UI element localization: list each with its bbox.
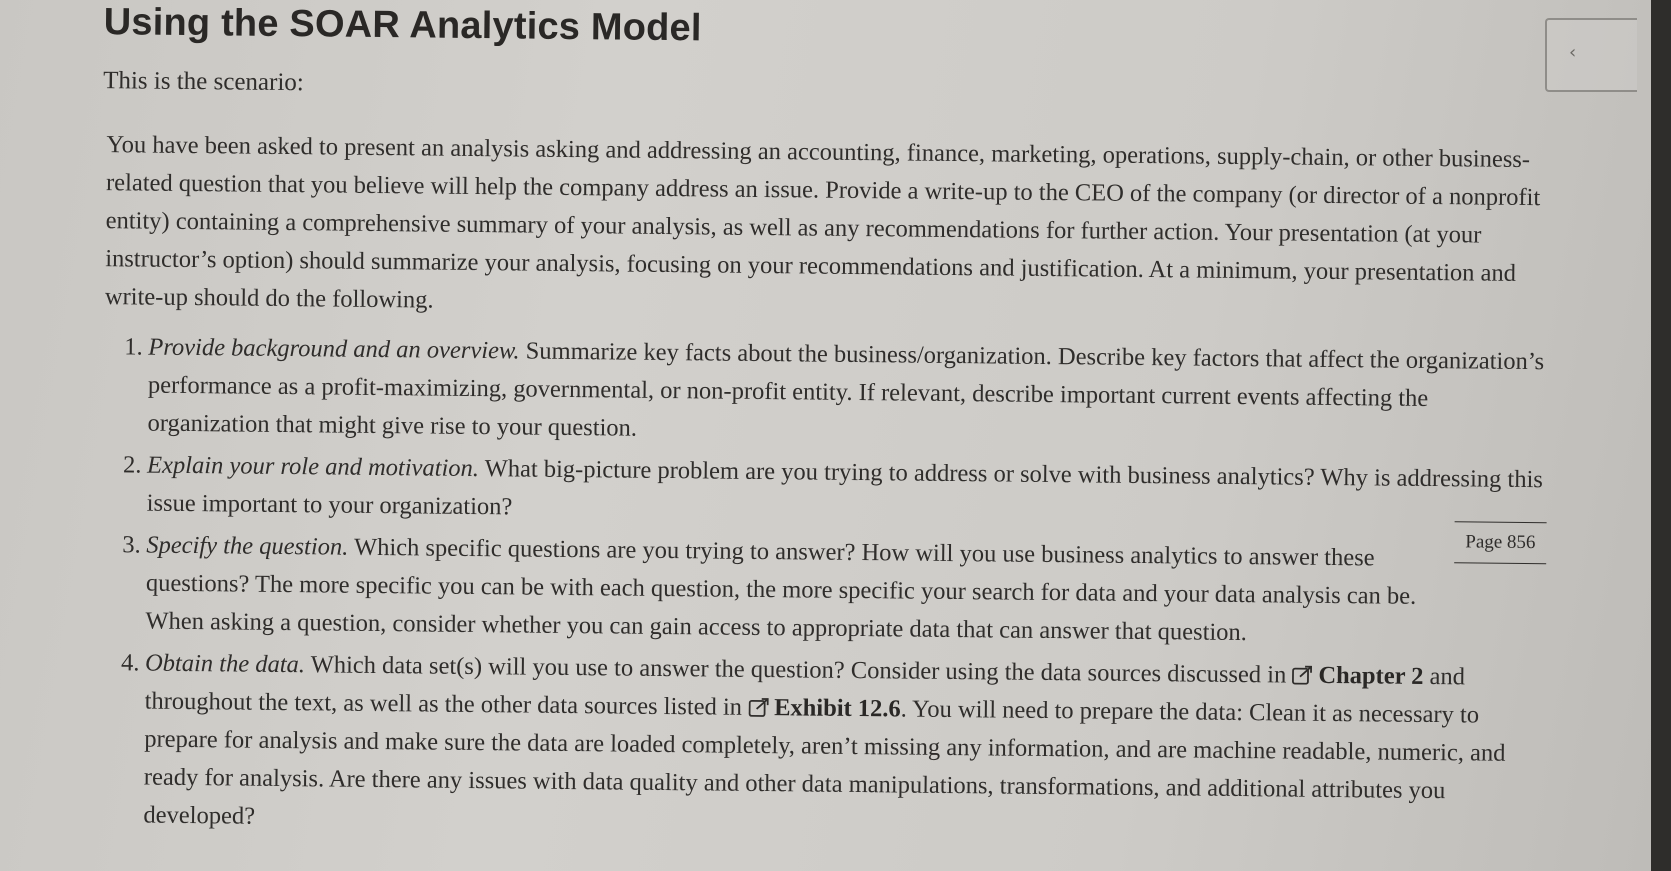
external-link-icon [748, 697, 770, 717]
side-panel-tab[interactable] [1545, 18, 1637, 92]
item-lead: Obtain the data. [144, 649, 306, 679]
item-text: Which specific questions are you trying to answer? How will you use business analytics to answer these questions? The more specific you can be with each question, the more specific your search for data and your data analysis can be. When asking a question, consider whether you can gain access to appropriate data that can answer that question. [145, 533, 1417, 647]
list-item [107, 328, 1548, 457]
item-number: 2. [122, 451, 142, 479]
chapter-2-link-label: Chapter 2 [1318, 661, 1424, 690]
item-text: Which data set(s) will you use to answer the question? Consider using the data sources discussed in [304, 651, 1293, 689]
item-lead: Provide background and an overview. [148, 333, 520, 365]
chevron-left-icon: ‹ [1569, 42, 1577, 63]
scenario-paragraph: You have been asked to present an analysis asking and addressing an accounting, finance, marketing, operations, supply-chain, or other business-related question that you believe will help the company address an issue. Provide a write-up to the CEO of the company (or director of a nonprofit entity) containing a comprehensive summary of your analysis, as well as any recommendations for further action. Your presentation (at your instructor’s option) should summarize your analysis, focusing on your recommendations and justification. At a minimum, your presentation and write-up should do the following. [104, 131, 1541, 314]
item-number: 4. [120, 649, 140, 677]
item-number: 3. [122, 531, 141, 559]
list-item [105, 526, 1546, 655]
exhibit-12-6-link-label: Exhibit 12.6 [774, 694, 901, 723]
item-text: and throughout the text, as well as the other data sources listed in [144, 662, 1466, 721]
chapter-2-link[interactable] [1292, 662, 1423, 690]
list-item [107, 446, 1548, 537]
requirements-list [103, 328, 1548, 853]
item-lead: Specify the question. [146, 531, 349, 561]
page-marker: Page 856 [1454, 521, 1546, 564]
monitor-bezel [1651, 0, 1671, 871]
list-item [103, 644, 1545, 849]
page-title: Using the SOAR Analytics Model [103, 1, 702, 50]
scenario-intro: This is the scenario: [103, 67, 304, 97]
item-text: What big-picture problem are you trying to address or solve with business analytics? Why is addressing this issue important to your organization? [146, 455, 1544, 521]
item-text: . You will need to prepare the data: Clean it as necessary to prepare for analysis and make sure the data are loaded completely, aren’t missing any information, and are machine readable, numeric, and ready for analysis. Are there any issues with data quality and other data manipulations, transformations, and additional attributes you developed? [143, 695, 1506, 830]
item-text: Summarize key facts about the business/organization. Describe key factors that affect the organization’s performance as a profit-maximizing, governmental, or non-profit entity. If relevant, describe important current events affecting the organization that might give rise to your question. [147, 337, 1545, 442]
exhibit-12-6-link[interactable] [748, 694, 901, 723]
item-lead: Explain your role and motivation. [146, 451, 480, 483]
item-number: 1. [124, 333, 143, 361]
external-link-icon [1292, 665, 1314, 685]
